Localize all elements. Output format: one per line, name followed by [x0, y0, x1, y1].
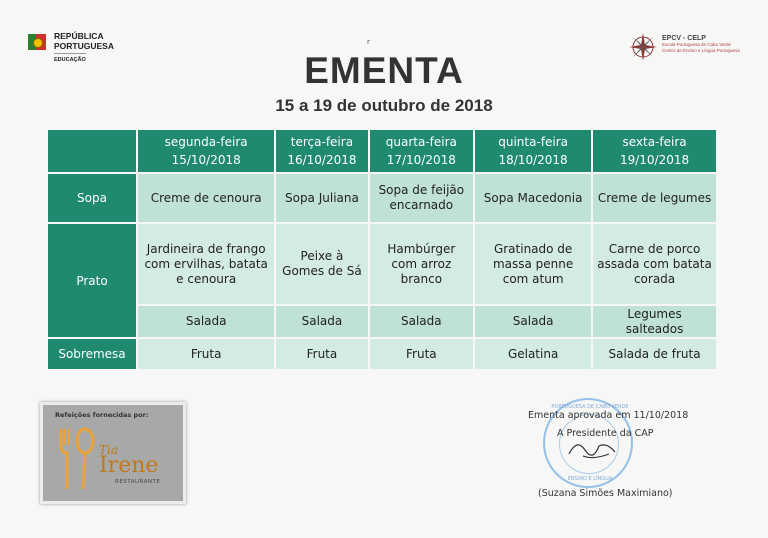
menu-cell: Fruta — [138, 339, 274, 369]
menu-cell: Creme de cenoura — [138, 174, 274, 222]
row-label-sopa: Sopa — [48, 174, 136, 222]
supplier-name-big: Irene — [99, 453, 159, 478]
school-line-1: Escola Portuguesa de Cabo Verde — [662, 42, 732, 47]
menu-cell: Salada — [475, 306, 591, 337]
menu-cell: Sopa Juliana — [276, 174, 367, 222]
approval-date: Ementa aprovada em 11/10/2018 — [528, 410, 689, 421]
stray-mark: r — [367, 38, 370, 46]
sopa-row — [48, 174, 716, 222]
sobremesa-row — [48, 339, 716, 369]
menu-cell: Fruta — [370, 339, 474, 369]
day-header — [475, 130, 591, 172]
menu-cell: Sopa Macedonia — [475, 174, 591, 222]
approval-signatory: (Suzana Simões Maximiano) — [538, 488, 673, 499]
menu-cell: Gratinado de massa penne com atum — [475, 224, 591, 304]
day-header — [370, 130, 474, 172]
day-name: terça-feira — [290, 135, 354, 149]
menu-cell: Legumes salteados — [593, 306, 716, 337]
menu-cell: Salada — [370, 306, 474, 337]
logo-line-2: PORTUGUESA — [54, 40, 114, 51]
logo-line-3: EDUCAÇÃO — [54, 53, 86, 66]
stamp-top-text: PORTUGUESA DE CABO VERDE — [551, 404, 629, 410]
menu-cell: Salada de fruta — [593, 339, 716, 369]
row-label-prato: Prato — [48, 224, 136, 337]
day-header — [138, 130, 274, 172]
day-header — [276, 130, 367, 172]
acompanhamento-row — [48, 306, 716, 337]
logo-line-1: REPÚBLICA — [54, 31, 104, 41]
day-name: quinta-feira — [498, 135, 569, 149]
menu-cell: Hambúrger com arroz branco — [370, 224, 474, 304]
signature-icon — [565, 436, 621, 462]
header-corner — [48, 130, 136, 172]
day-date: 18/10/2018 — [498, 153, 568, 167]
supplier-label: Refeições fornecidas por: — [55, 411, 149, 419]
portugal-emblem-icon — [28, 32, 48, 52]
day-date: 17/10/2018 — [386, 153, 456, 167]
menu-cell: Fruta — [276, 339, 367, 369]
fork-spoon-icon — [55, 423, 97, 493]
supplier-logo — [40, 402, 186, 504]
approval-role: A Presidente da CAP — [557, 428, 654, 439]
menu-cell: Jardineira de frango com ervilhas, batata e cenoura — [138, 224, 274, 304]
day-name: sexta-feira — [622, 135, 687, 149]
day-header — [593, 130, 716, 172]
school-name: EPCV - CELP — [662, 35, 706, 42]
menu-cell: Carne de porco assada com batata corada — [593, 224, 716, 304]
menu-cell: Sopa de feijão encarnado — [370, 174, 474, 222]
menu-cell: Peixe à Gomes de Sá — [276, 224, 367, 304]
day-name: quarta-feira — [385, 135, 457, 149]
menu-cell: Gelatina — [475, 339, 591, 369]
menu-table — [46, 128, 718, 371]
day-name: segunda-feira — [164, 135, 248, 149]
stamp-bottom-text: ENSINO E LÍNGUA — [567, 476, 613, 482]
page-title: EMENTA — [304, 50, 464, 91]
menu-cell: Salada — [276, 306, 367, 337]
day-date: 15/10/2018 — [171, 153, 241, 167]
school-line-2: Centro de Ensino e Língua Portuguesa — [662, 48, 740, 53]
supplier-name-small: Tia — [99, 443, 118, 457]
header-row — [48, 130, 716, 172]
day-date: 19/10/2018 — [619, 153, 690, 167]
day-date: 16/10/2018 — [287, 153, 357, 167]
date-range: 15 a 19 de outubro de 2018 — [275, 96, 493, 115]
prato-row — [48, 224, 716, 304]
menu-cell: Creme de legumes — [593, 174, 716, 222]
row-label-sobremesa: Sobremesa — [48, 339, 136, 369]
menu-cell: Salada — [138, 306, 274, 337]
supplier-type: RESTAURANTE — [115, 479, 161, 485]
